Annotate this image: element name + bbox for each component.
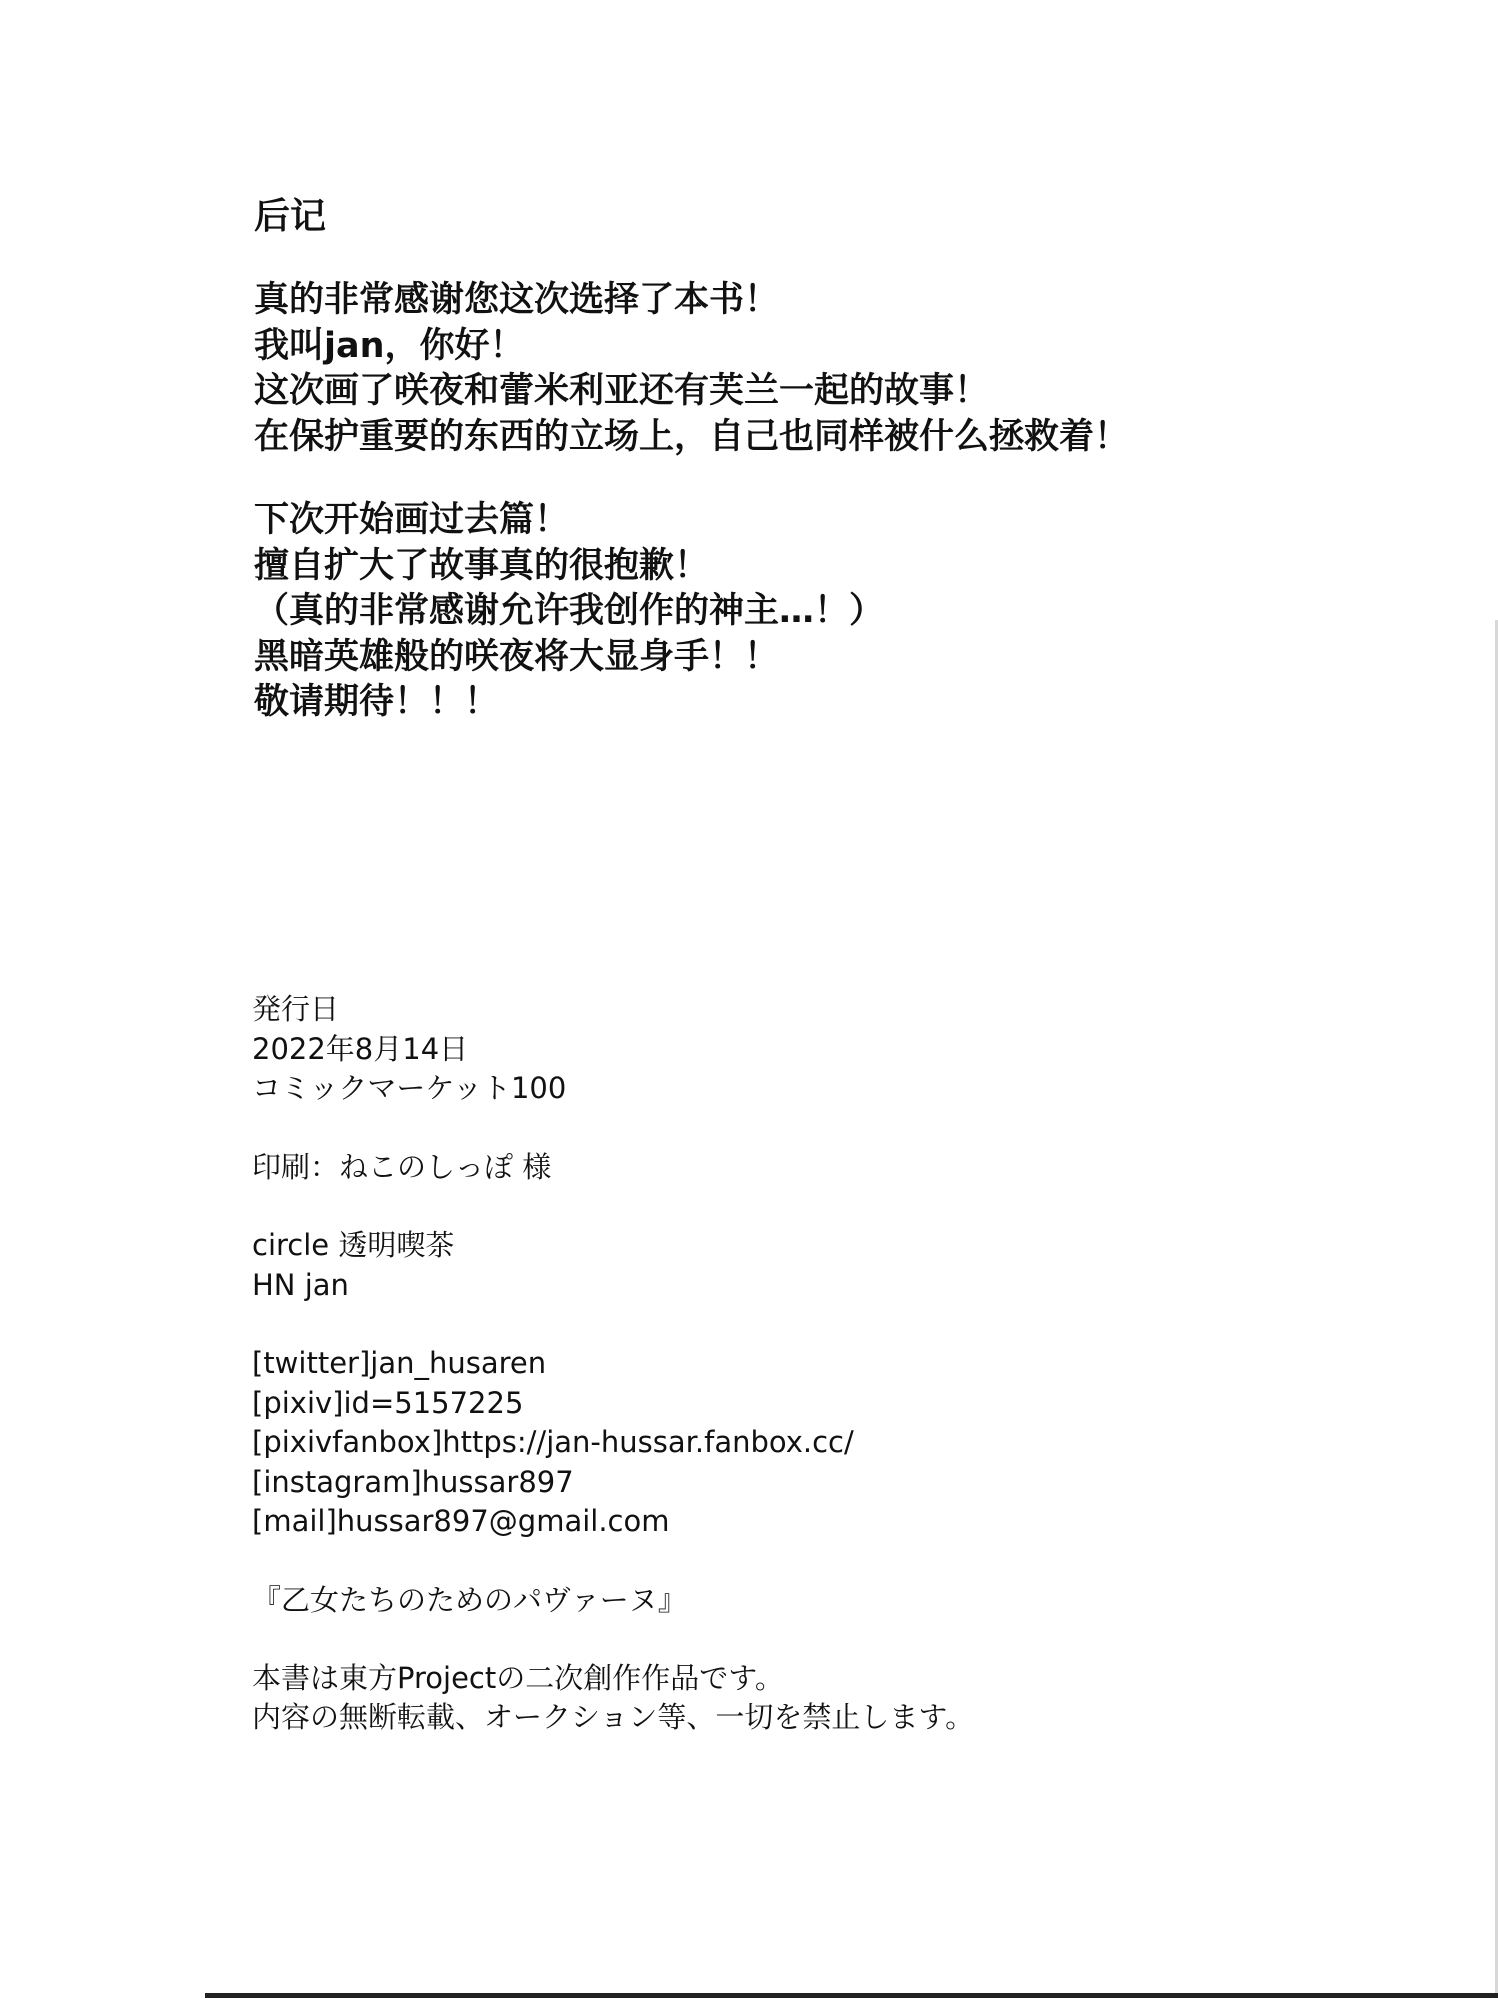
notice-line: 本書は東方Projectの二次創作作品です。 xyxy=(252,1661,784,1695)
notice-line: 内容の無断転載、オークション等、一切を禁止します。 xyxy=(252,1700,975,1734)
afterword-line: 在保护重要的东西的立场上，自己也同样被什么拯救着！ xyxy=(254,416,1130,457)
book-title: 『乙女たちのためのパヴァーヌ』 xyxy=(252,1582,687,1617)
afterword-line: 擅自扩大了故事真的很抱歉！ xyxy=(254,545,710,586)
printing-info xyxy=(252,1148,1252,1188)
mail-link: [mail]hussar897@gmail.com xyxy=(252,1504,670,1538)
copyright-notice xyxy=(252,1659,1252,1737)
publication-date: 2022年8月14日 xyxy=(252,1031,469,1066)
afterword-title: 后记 xyxy=(254,196,327,237)
afterword-paragraph-2 xyxy=(254,498,1254,726)
printer-credit: 印刷：ねこのしっぽ 様 xyxy=(252,1149,552,1184)
afterword-section xyxy=(254,194,1254,764)
afterword-line: （真的非常感谢允许我创作的神主…！） xyxy=(254,591,885,631)
fanbox-link: [pixivfanbox]https://jan-hussar.fanbox.cc/ xyxy=(252,1425,854,1459)
book-title-block xyxy=(252,1581,1252,1621)
circle-info xyxy=(252,1226,1252,1305)
colophon-section xyxy=(252,990,1252,1776)
publication-event: コミックマーケット100 xyxy=(252,1071,567,1105)
afterword-line: 我叫jan，你好！ xyxy=(254,325,525,366)
circle-name: circle 透明喫茶 xyxy=(252,1228,455,1262)
contact-links xyxy=(252,1344,1252,1542)
instagram-link: [instagram]hussar897 xyxy=(252,1464,574,1499)
publication-info xyxy=(252,990,1252,1109)
scan-bottom-edge xyxy=(205,1993,1498,1998)
afterword-line: 下次开始画过去篇！ xyxy=(254,500,570,540)
afterword-line: 敬请期待！！！ xyxy=(254,682,500,722)
afterword-line: 这次画了咲夜和蕾米利亚还有芙兰一起的故事！ xyxy=(254,371,990,411)
author-handle: HN jan xyxy=(252,1267,349,1302)
publication-label: 発行日 xyxy=(252,992,340,1026)
twitter-link: [twitter]jan_husaren xyxy=(252,1346,547,1380)
pixiv-link: [pixiv]id=5157225 xyxy=(252,1385,524,1420)
afterword-line: 真的非常感谢您这次选择了本书！ xyxy=(254,280,780,320)
afterword-line: 黑暗英雄般的咲夜将大显身手！！ xyxy=(254,636,780,677)
afterword-paragraph-1 xyxy=(254,278,1254,460)
